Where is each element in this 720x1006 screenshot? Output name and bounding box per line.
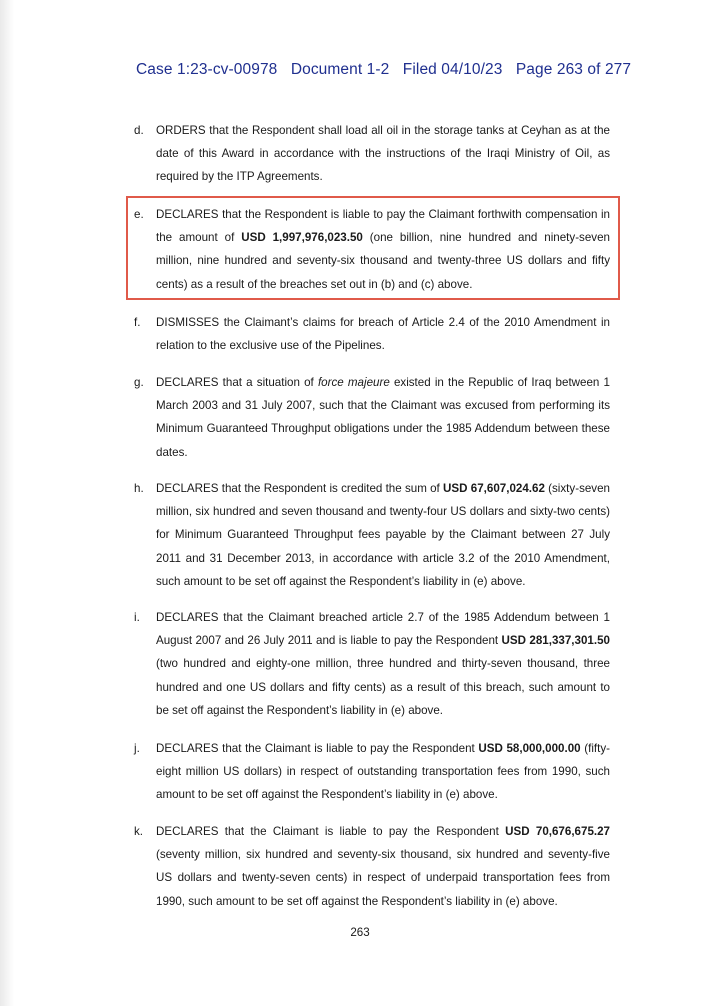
paragraph-marker: i. — [134, 611, 140, 624]
paragraph-text — [156, 203, 610, 296]
paragraph-text — [156, 477, 610, 593]
case-number: Case 1:23-cv-00978 — [136, 61, 278, 78]
paragraph-d — [128, 119, 610, 189]
paragraph-f — [128, 311, 610, 357]
paragraph-marker: e. — [134, 208, 144, 221]
text-segment: (sixty-seven million, six hundred and seven thousand and twenty-four US dollars and sixty-two cents) for Minimum Guaranteed Throughput fees payable by the Claimant between 27 July 2011 and 31 December 2013, in accordance with article 3.2 of the 2010 Amendment, such amount to be set off against the Respondent’s liability in (e) above. — [156, 482, 611, 588]
paragraph-text — [156, 820, 610, 913]
page-edge-shadow — [0, 0, 14, 1006]
text-segment: DECLARES that the Respondent is liable to pay the Claimant forthwith compensation in the amount of — [156, 208, 610, 245]
text-segment: (fifty-eight million US dollars) in respect of outstanding transportation fees from 1990, such amount to be set off against the Respondent’s liability in (e) above. — [156, 742, 611, 802]
paragraph-h — [128, 477, 610, 593]
page-indicator: Page 263 of 277 — [515, 61, 632, 78]
text-segment: (seventy million, six hundred and seventy-six thousand, six hundred and seventy-five US dollars and twenty-seven cents) in respect of underpaid transportation fees from 1990, such amount to be set off against the Respondent’s liability in (e) above. — [156, 848, 610, 908]
paragraph-text: ORDERS that the Respondent shall load all oil in the storage tanks at Ceyhan as at the date of this Award in accordance with the instructions of the Iraqi Ministry of Oil, as required by the ITP Agreements. — [156, 124, 610, 184]
text-segment: existed in the Republic of Iraq between 1 March 2003 and 31 July 2007, such that the Claimant was excused from performing its Minimum Guaranteed Throughput obligations under the 1985 Addendum between these dates. — [156, 376, 610, 459]
document-number: Document 1-2 — [290, 61, 390, 78]
paragraph-i — [128, 606, 610, 722]
text-segment: DECLARES that a situation of — [156, 376, 318, 389]
paragraph-text — [156, 606, 610, 722]
amount: USD 281,337,301.50 — [501, 634, 610, 648]
paragraph-g — [128, 371, 610, 464]
text-segment: DECLARES that the Claimant is liable to pay the Respondent — [156, 825, 506, 838]
text-segment: DECLARES that the Claimant is liable to pay the Respondent — [156, 742, 479, 755]
page-number: 263 — [350, 926, 370, 939]
paragraph-marker: d. — [134, 124, 144, 137]
paragraph-marker: h. — [134, 482, 144, 495]
paragraph-text — [156, 371, 610, 464]
text-segment: (two hundred and eighty-one million, three hundred and thirty-seven thousand, three hundred and one US dollars and fifty cents) as a result of this breach, such amount to be set off against the Respondent’s liability in (e) above. — [156, 657, 610, 717]
paragraph-marker: f. — [134, 316, 141, 329]
paragraph-text — [156, 737, 610, 807]
paragraph-marker: g. — [134, 376, 144, 389]
paragraph-j — [128, 737, 610, 807]
paragraph-text: DISMISSES the Claimant’s claims for breach of Article 2.4 of the 2010 Amendment in relation to the exclusive use of the Pipelines. — [156, 316, 610, 353]
paragraph-marker: k. — [134, 825, 144, 838]
text-segment: DECLARES that the Claimant breached article 2.7 of the 1985 Addendum between 1 August 2007 and 26 July 2011 and is liable to pay the Respondent — [156, 611, 610, 648]
court-filing-header — [136, 61, 640, 79]
amount: USD 70,676,675.27 — [505, 825, 611, 838]
paragraph-marker: j. — [134, 742, 140, 755]
paragraph-k — [128, 820, 610, 913]
amount: USD 1,997,976,023.50 — [241, 231, 363, 245]
italic-term: force majeure — [317, 376, 390, 389]
text-segment: (one billion, nine hundred and ninety-seven million, nine hundred and seventy-six thousand and twenty-three US dollars and fifty cents) as a result of the breaches set out in (b) and (c) above. — [156, 231, 610, 291]
paragraph-e — [128, 203, 610, 296]
filed-date: Filed 04/10/23 — [402, 61, 503, 78]
text-segment: DECLARES that the Respondent is credited the sum of — [156, 482, 444, 495]
amount: USD 58,000,000.00 — [478, 742, 581, 755]
amount: USD 67,607,024.62 — [443, 482, 545, 495]
